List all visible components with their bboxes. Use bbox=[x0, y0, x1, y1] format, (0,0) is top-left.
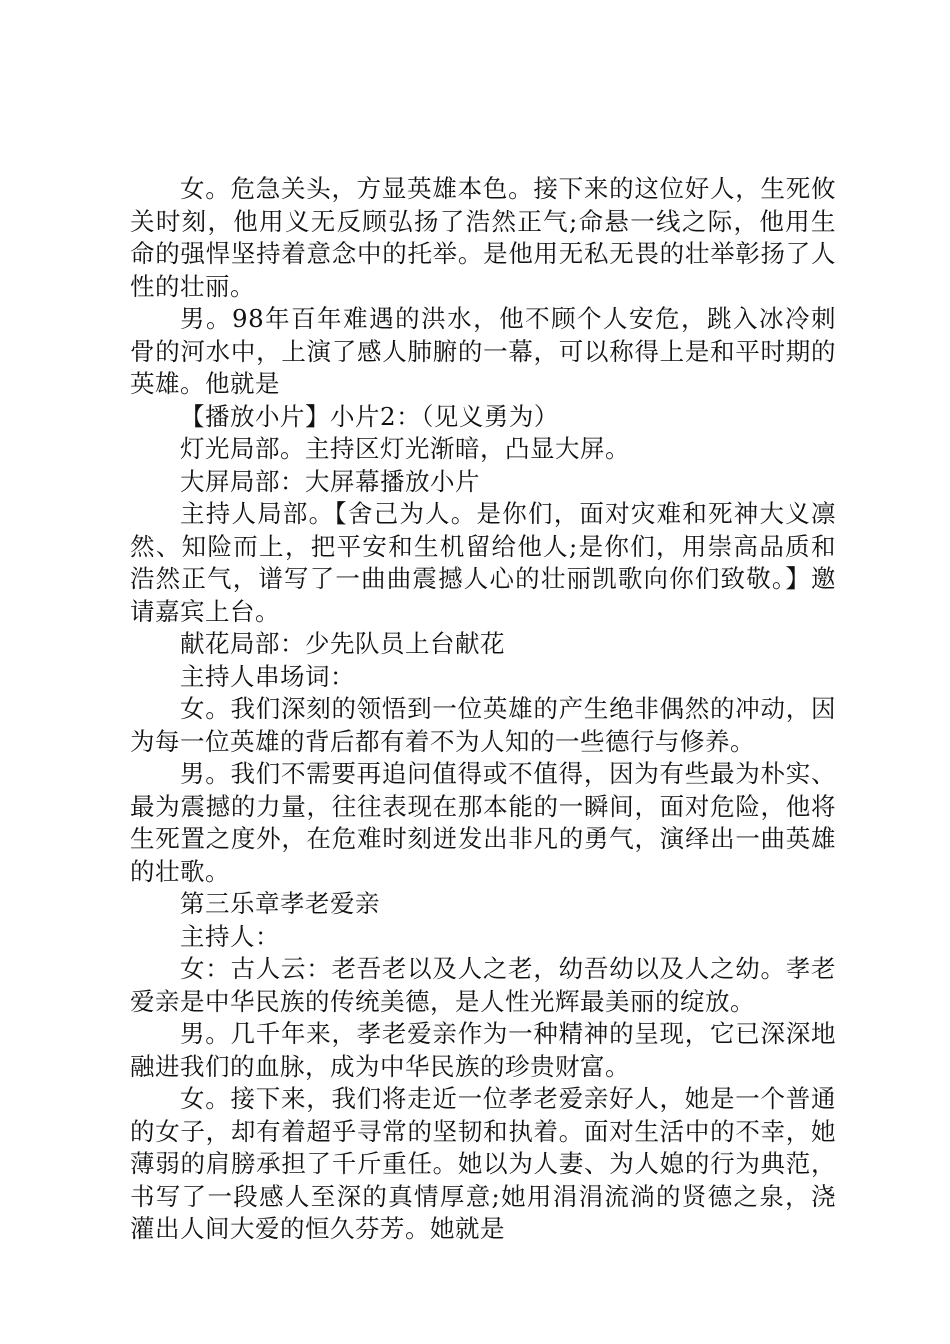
paragraph-female-filial: 女：古人云：老吾老以及人之老，幼吾幼以及人之幼。孝老爱亲是中华民族的传统美德，是人性光辉最美丽的绽放。 bbox=[130, 954, 836, 1016]
paragraph-male-reflection: 男。我们不需要再追问值得或不值得，因为有些最为朴实、最为震撼的力量，往往表现在那本能的一瞬间，面对危险，他将生死置之度外，在危难时刻迸发出非凡的勇气，演绎出一曲英雄的壮歌。 bbox=[130, 759, 836, 886]
paragraph-male-filial: 男。几千年来，孝老爱亲作为一种精神的呈现，它已深深地融进我们的血脉，成为中华民族的珍贵财富。 bbox=[130, 1019, 836, 1081]
paragraph-lighting-cue: 灯光局部。主持区灯光渐暗，凸显大屏。 bbox=[180, 434, 630, 463]
paragraph-female-reflection: 女。我们深刻的领悟到一位英雄的产生绝非偶然的冲动，因为每一位英雄的背后都有着不为人知的一些德行与修养。 bbox=[130, 694, 836, 756]
paragraph-host-label: 主持人： bbox=[180, 921, 280, 951]
paragraph-heroic-intro: 女。危急关头，方显英雄本色。接下来的这位好人，生死攸关时刻，他用义无反顾弘扬了浩然正气;命悬一线之际，他用生命的强悍坚持着意念中的托举。是他用无私无畏的壮举彰扬了人性的壮丽。 bbox=[130, 174, 836, 301]
paragraph-host-tribute: 主持人局部。【舍己为人。是你们，面对灾难和死神大义凛然、知险而上，把平安和生机留给他人;是你们，用崇高品质和浩然正气，谱写了一曲曲震撼人心的壮丽凯歌向你们致敬。】邀请嘉宾上台。 bbox=[130, 499, 836, 626]
paragraph-flower-cue: 献花局部：少先队员上台献花 bbox=[180, 629, 505, 658]
paragraph-host-transition: 主持人串场词： bbox=[180, 661, 355, 691]
section-heading-chapter-3: 第三乐章孝老爱亲 bbox=[180, 889, 380, 918]
document-body bbox=[130, 173, 836, 1246]
paragraph-flood-hero: 男。98年百年难遇的洪水，他不顾个人安危，跳入冰冷刺骨的河水中，上演了感人肺腑的一幕，可以称得上是和平时期的英雄。他就是 bbox=[130, 304, 836, 398]
paragraph-play-clip-2: 【播放小片】小片2：（见义勇为） bbox=[180, 401, 559, 431]
paragraph-female-introduction: 女。接下来，我们将走近一位孝老爱亲好人，她是一个普通的女子，却有着超乎寻常的坚韧和执着。面对生活中的不幸，她薄弱的肩膀承担了千斤重任。她以为人妻、为人媳的行为典范，书写了一段感人至深的真情厚意;她用涓涓流淌的贤德之泉，浇灌出人间大爱的恒久芬芳。她就是 bbox=[130, 1084, 836, 1243]
paragraph-screen-cue: 大屏局部：大屏幕播放小片 bbox=[180, 466, 480, 496]
